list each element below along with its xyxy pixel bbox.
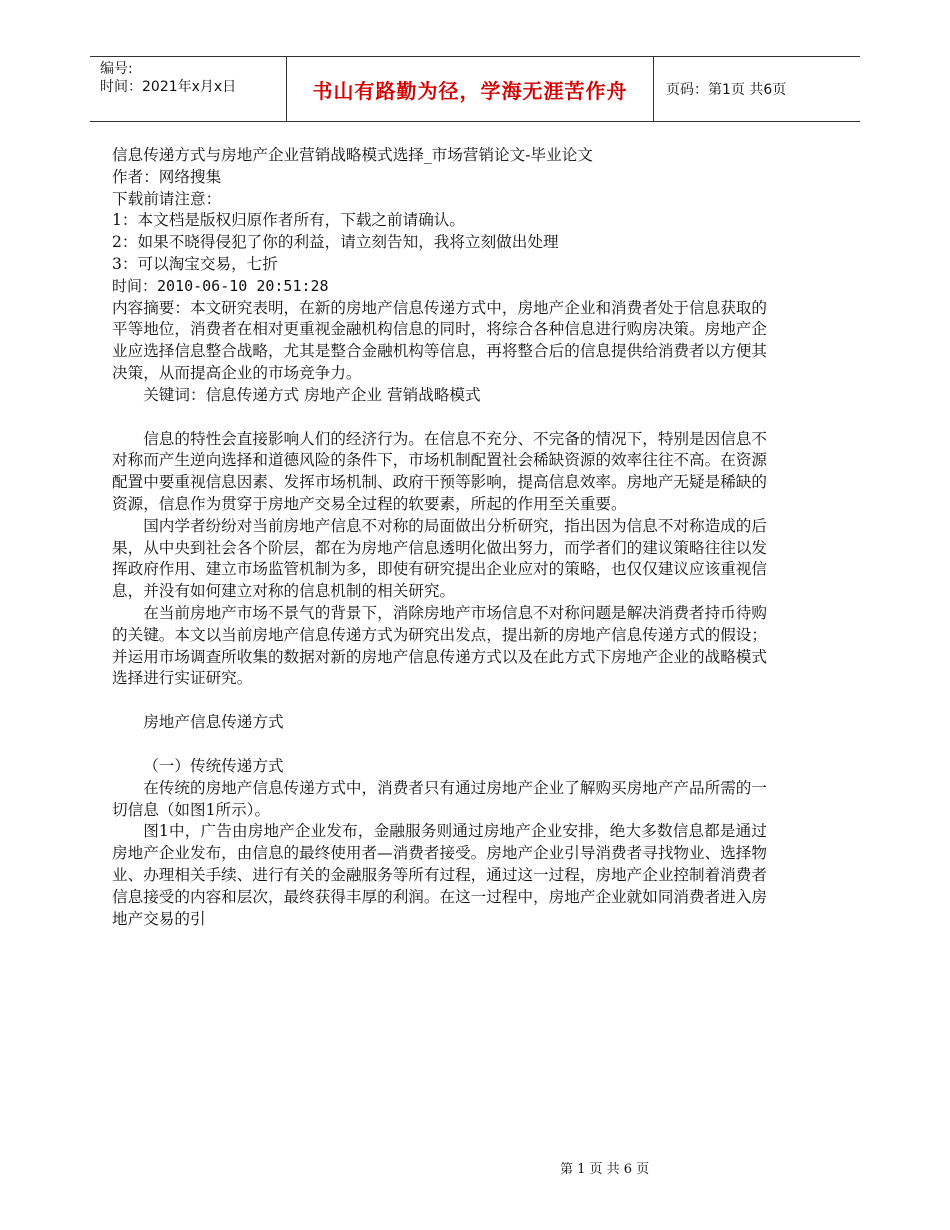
- notice-item-2: 2：如果不晓得侵犯了你的利益，请立刻告知，我将立刻做出处理: [112, 233, 559, 252]
- notice-item-1: 1：本文档是版权归原作者所有，下载之前请确认。: [112, 211, 465, 230]
- paragraph-1: 信息的特性会直接影响人们的经济行为。在信息不充分、不完备的情况下，特别是因信息不对称而产生逆向选择和道德风险的条件下，市场机制配置社会稀缺资源的效率往往不高。在资源配置中要重视信息因素、发挥市场机制、政府干预等影响，提高信息效率。房地产无疑是稀缺的资源，信息作为贯穿于房地产交易全过程的软要素，所起的作用至关重要。: [112, 429, 767, 513]
- notice-item-3: 3：可以淘宝交易，七折: [112, 254, 278, 273]
- page-header: [90, 56, 860, 122]
- document-body: [112, 145, 767, 930]
- paragraph-2: 国内学者纷纷对当前房地产信息不对称的局面做出分析研究，指出因为信息不对称造成的后果，从中央到社会各个阶层，都在为房地产信息透明化做出努力，而学者们的建议策略往往以发挥政府作用、建立市场监管机制为多，即使有研究提出企业应对的策略，也仅仅建议应该重视信息，并没有如何建立对称的信息机制的相关研究。: [112, 516, 767, 601]
- section-heading: 房地产信息传递方式: [143, 713, 284, 732]
- notice-heading: 下载前请注意：: [112, 189, 222, 208]
- spacer: [112, 734, 767, 756]
- spacer: [112, 690, 767, 712]
- subsection-heading: （一）传统传递方式: [143, 756, 284, 775]
- paragraph-3: 在当前房地产市场不景气的背景下，消除房地产市场信息不对称问题是解决消费者持币待购的关键。本文以当前房地产信息传递方式为研究出发点，提出新的房地产信息传递方式的假设；并运用市场调查所收集的数据对新的房地产信息传递方式以及在此方式下房地产企业的战略模式选择进行实证研究。: [112, 603, 767, 688]
- document-author: 作者：网络搜集: [112, 167, 222, 186]
- document-timestamp: 时间：2010-06-10 20:51:28: [112, 276, 329, 295]
- document-number-label: 编号:: [100, 61, 133, 77]
- keywords: 关键词：信息传递方式 房地产企业 营销战略模式: [143, 385, 481, 404]
- document-time-label: 时间：2021年x月x日: [100, 79, 237, 95]
- paragraph-5: 图1中，广告由房地产企业发布，金融服务则通过房地产企业安排，绝大多数信息都是通过房地产企业发布，由信息的最终使用者—消费者接受。房地产企业引导消费者寻找物业、选择物业、办理相关手续、进行有关的金融服务等所有过程，通过这一过程，房地产企业控制着消费者信息接受的内容和层次，最终获得丰厚的利润。在这一过程中，房地产企业就如同消费者进入房地产交易的引: [112, 822, 767, 928]
- document-title: 信息传递方式与房地产企业营销战略模式选择_市场营销论文-毕业论文: [112, 146, 593, 164]
- header-motto: 书山有路勤为径，学海无涯苦作舟: [286, 57, 654, 121]
- paragraph-4: 在传统的房地产信息传递方式中，消费者只有通过房地产企业了解购买房地产产品所需的一切信息（如图1所示）。: [112, 778, 767, 819]
- spacer: [112, 407, 767, 429]
- page-footer: 第 1 页 共 6 页: [560, 1162, 650, 1177]
- header-meta: [90, 57, 286, 121]
- header-page-info: 页码：第1页 共6页: [666, 82, 787, 98]
- abstract: 内容摘要：本文研究表明，在新的房地产信息传递方式中，房地产企业和消费者处于信息获取的平等地位，消费者在相对更重视金融机构信息的同时，将综合各种信息进行购房决策。房地产企业应选择信息整合战略，尤其是整合金融机构等信息，再将整合后的信息提供给消费者以方便其决策，从而提高企业的市场竞争力。: [112, 298, 767, 382]
